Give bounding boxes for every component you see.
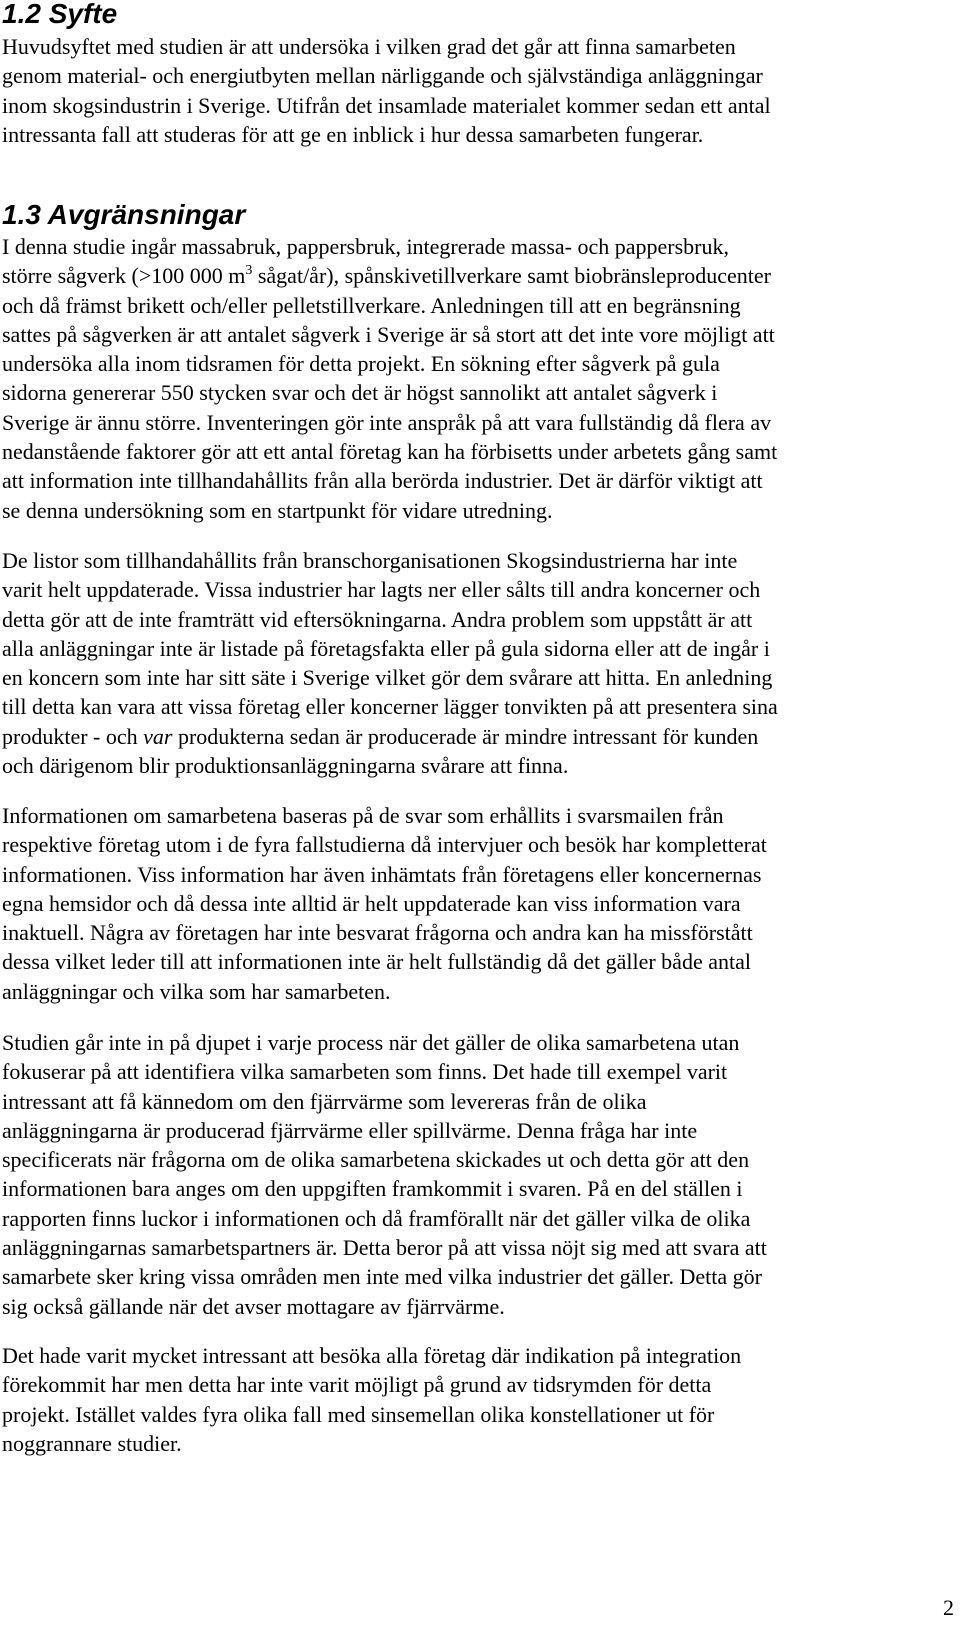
- text-line: Sverige är ännu större. Inventeringen gör inte anspråk på att vara fullständig då flera av: [2, 409, 772, 435]
- text-line: Informationen om samarbetena baseras på de svar som erhållits i svarsmailen från: [2, 803, 724, 828]
- text-line: sidorna genererar 550 stycken svar och det är högst sannolikt att antalet sågverk i: [2, 380, 718, 406]
- text-line: Huvudsyftet med studien är att undersöka i vilken grad det går att finna samarbeten: [2, 34, 736, 59]
- text-line: respektive företag utom i de fyra fallstudierna då intervjuer och besök har kompletterat: [2, 832, 767, 858]
- text-line: dessa vilket leder till att informationen inte är helt fullständig då det gäller både antal: [2, 949, 751, 975]
- text-line: Det hade varit mycket intressant att besöka alla företag där indikation på integration: [2, 1343, 742, 1368]
- text-line: I denna studie ingår massabruk, pappersbruk, integrerade massa- och pappersbruk,: [2, 234, 729, 259]
- text-line: anläggningarnas samarbetspartners är. Detta beror på att vissa nöjt sig med att svara att: [2, 1235, 767, 1261]
- text-line: och därigenom blir produktionsanläggningarna svårare att finna.: [2, 753, 569, 779]
- text-fragment: större sågverk (>100 000 m: [2, 263, 246, 289]
- text-line: nedanstående faktorer gör att ett antal företag kan ha förbisetts under arbetets gång samt: [2, 439, 778, 465]
- text-fragment: produkterna sedan är producerade är mindre intressant för kunden: [172, 723, 759, 749]
- paragraph-avgransningar-1: [2, 232, 952, 525]
- text-line: noggrannare studier.: [2, 1430, 182, 1456]
- text-line: undersöka alla inom tidsramen för detta projekt. En sökning efter sågverk på gula: [2, 351, 720, 377]
- text-line: anläggningar och vilka som har samarbeten.: [2, 978, 391, 1004]
- text-line: informationen. Viss information har även inhämtats från företagens eller koncernernas: [2, 861, 762, 887]
- text-line: detta gör att de inte framträtt vid eftersökningarna. Andra problem som uppstått är att: [2, 606, 753, 632]
- text-line: anläggningarna är producerad fjärrvärme eller spillvärme. Denna fråga har inte: [2, 1117, 698, 1143]
- text-line: varit helt uppdaterade. Vissa industrier har lagts ner eller sålts till andra koncerner och: [2, 577, 761, 603]
- text-fragment: produkter - och: [2, 723, 144, 749]
- text-line: specificerats när frågorna om de olika samarbetena skickades ut och detta gör att den: [2, 1147, 750, 1173]
- text-line: samarbete sker kring vissa områden men inte med vilka industrier det gäller. Detta gör: [2, 1264, 762, 1290]
- text-line: De listor som tillhandahållits från branschorganisationen Skogsindustrierna har inte: [2, 548, 738, 573]
- text-line: intressant att få kännedom om den fjärrvärme som levereras från de olika: [2, 1088, 647, 1114]
- text-line: genom material- och energiutbyten mellan närliggande och självständiga anläggningar: [2, 63, 763, 89]
- text-line: sig också gällande när det avser mottagare av fjärrvärme.: [2, 1293, 505, 1319]
- text-line: [2, 261, 952, 290]
- text-line: se denna undersökning som en startpunkt för vidare utredning.: [2, 497, 553, 523]
- text-line: inaktuell. Några av företagen har inte besvarat frågorna och andra kan ha missförstått: [2, 920, 753, 946]
- text-line: att information inte tillhandahållits från alla berörda industrier. Det är därför viktigt att: [2, 468, 763, 494]
- paragraph-syfte: [2, 32, 952, 149]
- text-line: och då främst brikett och/eller pelletstillverkare. Anledningen till att en begränsning: [2, 292, 741, 318]
- page-number: 2: [943, 1595, 954, 1620]
- superscript: 3: [245, 263, 253, 279]
- text-line: en koncern som inte har sitt säte i Sverige vilket gör dem svårare att hitta. En anledning: [2, 665, 773, 691]
- text-line: intressanta fall att studeras för att ge en inblick i hur dessa samarbeten fungerar.: [2, 121, 704, 147]
- emphasis: var: [143, 723, 173, 749]
- paragraph-avgransningar-4: [2, 1028, 952, 1321]
- text-line: till detta kan vara att vissa företag eller koncerner lägger tonvikten på att presentera sina: [2, 694, 778, 720]
- text-line: Studien går inte in på djupet i varje process när det gäller de olika samarbetena utan: [2, 1030, 740, 1055]
- text-fragment: sågat/år), spånskivetillverkare samt biobränsleproducenter: [252, 263, 772, 289]
- text-line: alla anläggningar inte är listade på företagsfakta eller på gula sidorna eller att de ingår i: [2, 635, 770, 661]
- text-line: egna hemsidor och då dessa inte alltid är helt uppdaterade kan viss information vara: [2, 890, 741, 916]
- paragraph-avgransningar-5: [2, 1341, 952, 1458]
- text-line: [2, 722, 952, 751]
- paragraph-avgransningar-3: [2, 801, 952, 1006]
- text-line: inom skogsindustrin i Sverige. Utifrån det insamlade materialet kommer sedan ett antal: [2, 92, 771, 118]
- section-heading-syfte: 1.2 Syfte: [2, 0, 118, 29]
- text-line: rapporten finns luckor i informationen och då framförallt när det gäller vilka de olika: [2, 1205, 751, 1231]
- text-line: sattes på sågverken är att antalet sågverk i Sverige är så stort att det inte vore möjligt att: [2, 321, 775, 347]
- text-line: projekt. Istället valdes fyra olika fall med sinsemellan olika konstellationer ut för: [2, 1401, 715, 1427]
- text-line: fokuserar på att identifiera vilka samarbeten som finns. Det hade till exempel varit: [2, 1059, 728, 1085]
- paragraph-avgransningar-2: [2, 546, 952, 780]
- text-line: förekommit har men detta har inte varit möjligt på grund av tidsrymden för detta: [2, 1372, 712, 1398]
- section-heading-avgransningar: 1.3 Avgränsningar: [2, 199, 246, 230]
- text-line: informationen bara anges om den uppgiften framkommit i svaren. På en del ställen i: [2, 1176, 743, 1202]
